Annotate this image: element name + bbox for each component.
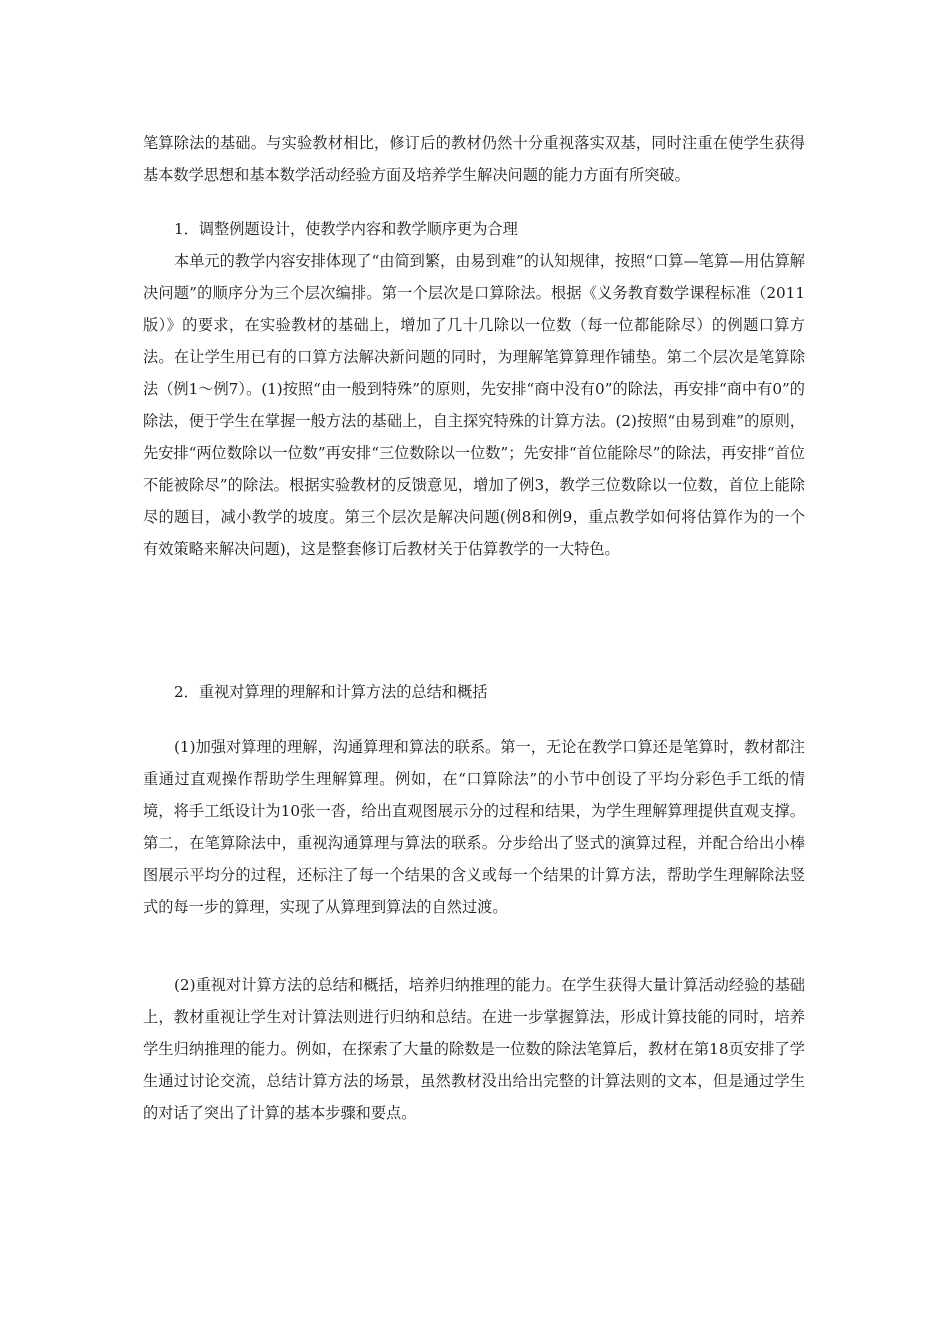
paragraph-intro: 笔算除法的基础。与实验教材相比，修订后的教材仍然十分重视落实双基，同时注重在使学生获得基本数学思想和基本数学活动经验方面及培养学生解决问题的能力方面有所突破。 [143, 134, 805, 184]
section-heading-2: 2．重视对算理的理解和计算方法的总结和概括 [174, 683, 488, 701]
paragraph-section-1: 本单元的教学内容安排体现了“由简到繁，由易到难”的认知规律，按照“口算—笔算—用估算解决问题”的顺序分为三个层次编排。第一个层次是口算除法。根据《义务教育数学课程标准（2011版）》的要求，在实验教材的基础上，增加了几十几除以一位数（每一位都能除尽）的例题口算方法。在让学生用已有的口算方法解决新问题的同时，为理解笔算算理作铺垫。第二个层次是笔算除法（例1～例7）。(1)按照“由一般到特殊”的原则，先安排“商中没有0”的除法，再安排“商中有0”的除法，便于学生在掌握一般方法的基础上，自主探究特殊的计算方法。(2)按照“由易到难”的原则，先安排“两位数除以一位数”再安排“三位数除以一位数”；先安排“首位能除尽”的除法，再安排“首位不能被除尽”的除法。根据实验教材的反馈意见，增加了例3，教学三位数除以一位数，首位上能除尽的题目，减小教学的坡度。第三个层次是解决问题(例8和例9，重点教学如何将估算作为的一个有效策略来解决问题)，这是整套修订后教材关于估算教学的一大特色。 [143, 252, 805, 558]
section-heading-1: 1．调整例题设计，使教学内容和教学顺序更为合理 [174, 220, 518, 238]
paragraph-section-2-part-1: (1)加强对算理的理解，沟通算理和算法的联系。第一，无论在教学口算还是笔算时，教材都注重通过直观操作帮助学生理解算理。例如，在“口算除法”的小节中创设了平均分彩色手工纸的情境，将手工纸设计为10张一沓，给出直观图展示分的过程和结果，为学生理解算理提供直观支撑。第二，在笔算除法中，重视沟通算理与算法的联系。分步给出了竖式的演算过程，并配合给出小棒图展示平均分的过程，还标注了每一个结果的含义或每一个结果的计算方法，帮助学生理解除法竖式的每一步的算理，实现了从算理到算法的自然过渡。 [143, 738, 805, 916]
paragraph-section-2-part-2: (2)重视对计算方法的总结和概括，培养归纳推理的能力。在学生获得大量计算活动经验的基础上，教材重视让学生对计算法则进行归纳和总结。在进一步掌握算法，形成计算技能的同时，培养学生归纳推理的能力。例如，在探索了大量的除数是一位数的除法笔算后，教材在第18页安排了学生通过讨论交流，总结计算方法的场景，虽然教材没出给出完整的计算法则的文本，但是通过学生的对话了突出了计算的基本步骤和要点。 [143, 976, 805, 1122]
